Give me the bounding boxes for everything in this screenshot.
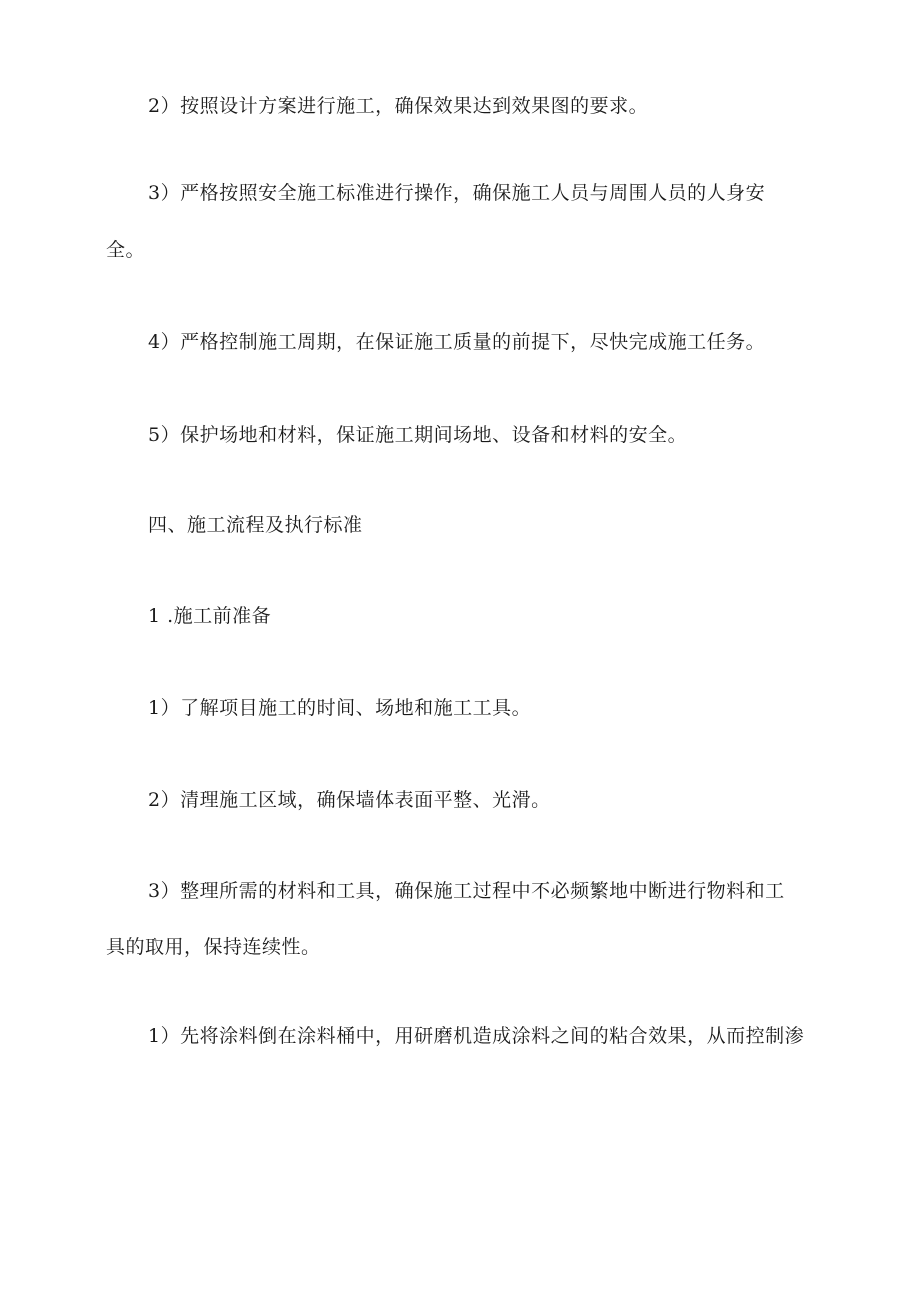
- paragraph-line: 具的取用，保持连续性。: [106, 936, 321, 958]
- paragraph-line: 5）保护场地和材料，保证施工期间场地、设备和材料的安全。: [148, 424, 688, 446]
- section-heading: 四、施工流程及执行标准: [148, 514, 363, 536]
- paragraph-line: 3）严格按照安全施工标准进行操作，确保施工人员与周围人员的人身安: [148, 182, 766, 204]
- paragraph-line: 4）严格控制施工周期，在保证施工质量的前提下，尽快完成施工任务。: [148, 331, 766, 353]
- paragraph-line: 2）按照设计方案进行施工，确保效果达到效果图的要求。: [148, 95, 649, 117]
- paragraph-line: 3）整理所需的材料和工具，确保施工过程中不必频繁地中断进行物料和工: [148, 880, 785, 902]
- paragraph-line: 1）了解项目施工的时间、场地和施工工具。: [148, 697, 532, 719]
- paragraph-line: 2）清理施工区域，确保墙体表面平整、光滑。: [148, 789, 551, 811]
- subsection-heading: 1 .施工前准备: [148, 605, 272, 627]
- paragraph-line: 1）先将涂料倒在涂料桶中，用研磨机造成涂料之间的粘合效果，从而控制渗: [148, 1025, 805, 1047]
- paragraph-line: 全。: [106, 239, 146, 261]
